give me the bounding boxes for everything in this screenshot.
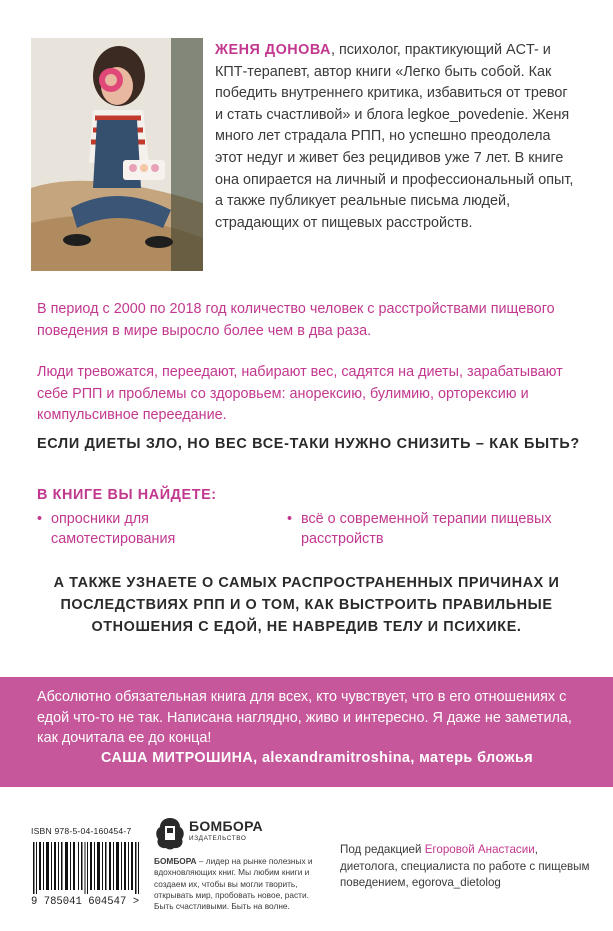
statistic-paragraph: В период с 2000 по 2018 год количество человек с расстройствами пищевого поведения в мире выросло более чем в два раза. <box>37 301 555 339</box>
find-heading: В КНИГЕ ВЫ НАЙДЕТЕ: <box>37 487 217 503</box>
author-bio-story: Женя много лет страдала РПП, но успешно преодолела этот недуг и живет без рецидивов уже 7 лет. В книге она опирается на личный и профессиональный опыт, а также публикует реальные письма людей, страдающих от пищевых расстройств. <box>215 106 574 231</box>
author-bio-intro: , психолог, практикующий ACT- и КПТ-терапевт, автор книги «Легко быть собой. Как победить внутреннего критика, избавиться от тревог и стать счастливой» и блога legkoe_povedenie. <box>215 42 568 123</box>
find-item-questionnaires <box>37 509 251 549</box>
author-name: ЖЕНЯ ДОНОВА <box>215 42 331 58</box>
review-quote: Абсолютно обязательная книга для всех, кто чувствует, что в его отношениях с едой что-то не так. Написана наглядно, живо и интересно. Я даже не заметила, как дочитала ее до конца! <box>37 689 572 746</box>
publisher-description <box>154 856 326 912</box>
editor-details: , диетолога, специалиста по работе с пищевым поведением, egorova_dietolog <box>340 843 590 889</box>
find-item-label: опросники для самотестирования <box>51 511 176 547</box>
also-learn-paragraph: А ТАКЖЕ УЗНАЕТЕ О САМЫХ РАСПРОСТРАНЕННЫХ ПРИЧИНАХ И ПОСЛЕДСТВИЯХ РПП И О ТОМ, КАК ВЫСТРОИТЬ ПРАВИЛЬНЫЕ ОТНОШЕНИЯ С ЕДОЙ, НЕ НАВРЕДИВ ТЕЛУ И ПСИХИКЕ. <box>53 575 560 635</box>
key-question: ЕСЛИ ДИЕТЫ ЗЛО, НО ВЕС ВСЕ-ТАКИ НУЖНО СНИЗИТЬ – КАК БЫТЬ? <box>37 436 580 452</box>
find-item-therapy <box>287 509 561 549</box>
publisher-desc-name: БОМБОРА <box>154 856 197 866</box>
barcode-number: 9 785041 604547 > <box>31 896 140 908</box>
bombora-logo-icon <box>154 816 186 850</box>
publisher-desc-text: – лидер на рынке полезных и вдохновляющих книг. Мы любим книги и создаем их, чтобы вы могли творить, открывать мир, пробовать новое, расти. Быть счастливыми. Быть на волне. <box>154 856 313 912</box>
publisher-subtitle: ИЗДАТЕЛЬСТВО <box>189 835 247 842</box>
bullet-icon: • <box>37 511 43 527</box>
editor-name: Егоровой Анастасии <box>424 843 535 856</box>
problem-paragraph: Люди тревожатся, переедают, набирают вес, садятся на диеты, зарабатывают себе РПП и проблемы со здоровьем: анорексию, булимию, орторексию и компульсивное переедание. <box>37 364 563 424</box>
editor-credit <box>340 842 590 892</box>
author-bio <box>215 40 575 234</box>
find-item-label: всё о современной терапии пищевых расстройств <box>301 511 552 547</box>
author-photo <box>31 38 203 271</box>
editor-prefix: Под редакцией <box>340 843 425 856</box>
publisher-name: БОМБОРА <box>189 818 263 834</box>
bullet-icon: • <box>287 511 293 527</box>
review-author: САША МИТРОШИНА, alexandramitroshina, матерь бложья <box>100 750 533 766</box>
barcode-icon <box>31 842 141 894</box>
isbn: ISBN 978-5-04-160454-7 <box>31 826 132 836</box>
